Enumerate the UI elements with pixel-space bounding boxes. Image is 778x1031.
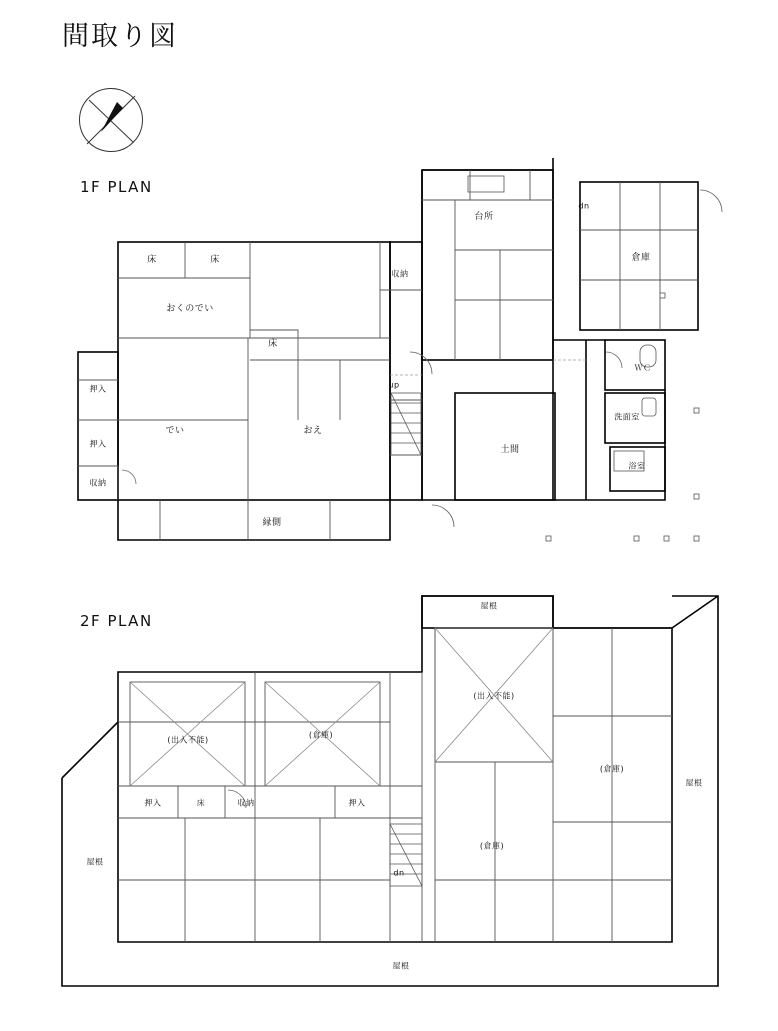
room-label-souko-mid: (倉庫) [479, 841, 505, 851]
room-label-yane-left: 屋根 [86, 857, 104, 867]
room-label-toko-center: 床 [268, 338, 278, 349]
compass-north-arrow [79, 88, 145, 154]
room-label-dei: でい [165, 425, 185, 436]
room-label-yane-bottom: 屋根 [392, 961, 410, 971]
room-label-doma: 土間 [500, 444, 520, 455]
room-label-toko-left: 床 [147, 254, 157, 265]
room-label-stairs-dn-2f: dn [393, 868, 405, 878]
room-label-toko-2f: 床 [196, 798, 206, 808]
room-label-wc: ＷＣ [634, 363, 652, 373]
room-label-oshiire-2f-1: 押入 [144, 798, 162, 808]
room-label-souko-1f: 倉庫 [631, 252, 651, 263]
room-label-stairs-up: up [388, 380, 400, 390]
room-label-shuno-2f: 収納 [237, 798, 255, 808]
plan-2f-label: 2F PLAN [80, 612, 153, 630]
room-label-souko-right: (倉庫) [599, 764, 625, 774]
room-label-engawa: 縁側 [262, 517, 282, 528]
room-label-okunodei: おくのでい [166, 303, 214, 314]
room-label-no-entry-right: (出入不能) [473, 691, 515, 701]
room-label-no-entry-left: (出入不能) [167, 735, 209, 745]
room-label-yokushitsu: 浴室 [628, 461, 646, 471]
room-label-yane-right: 屋根 [685, 778, 703, 788]
compass-circle [79, 88, 143, 152]
room-label-senmenshitsu: 洗面室 [614, 412, 640, 422]
page-title: 間取り図 [62, 21, 178, 52]
room-label-daidokoro: 台所 [474, 211, 494, 222]
room-label-shuno-upper: 収納 [391, 269, 409, 279]
room-label-shuno-left: 収納 [89, 478, 107, 488]
room-label-oe: おえ [303, 425, 323, 436]
room-label-oshiire-2f-2: 押入 [348, 798, 366, 808]
room-label-yane-top: 屋根 [480, 601, 498, 611]
room-label-souko-center: (倉庫) [308, 730, 334, 740]
room-label-oshiire-2: 押入 [89, 439, 107, 449]
room-label-oshiire-1: 押入 [89, 384, 107, 394]
plan-1f-label: 1F PLAN [80, 178, 153, 196]
room-label-stairs-dn: dn [578, 201, 590, 211]
room-label-toko-right: 床 [210, 254, 220, 265]
